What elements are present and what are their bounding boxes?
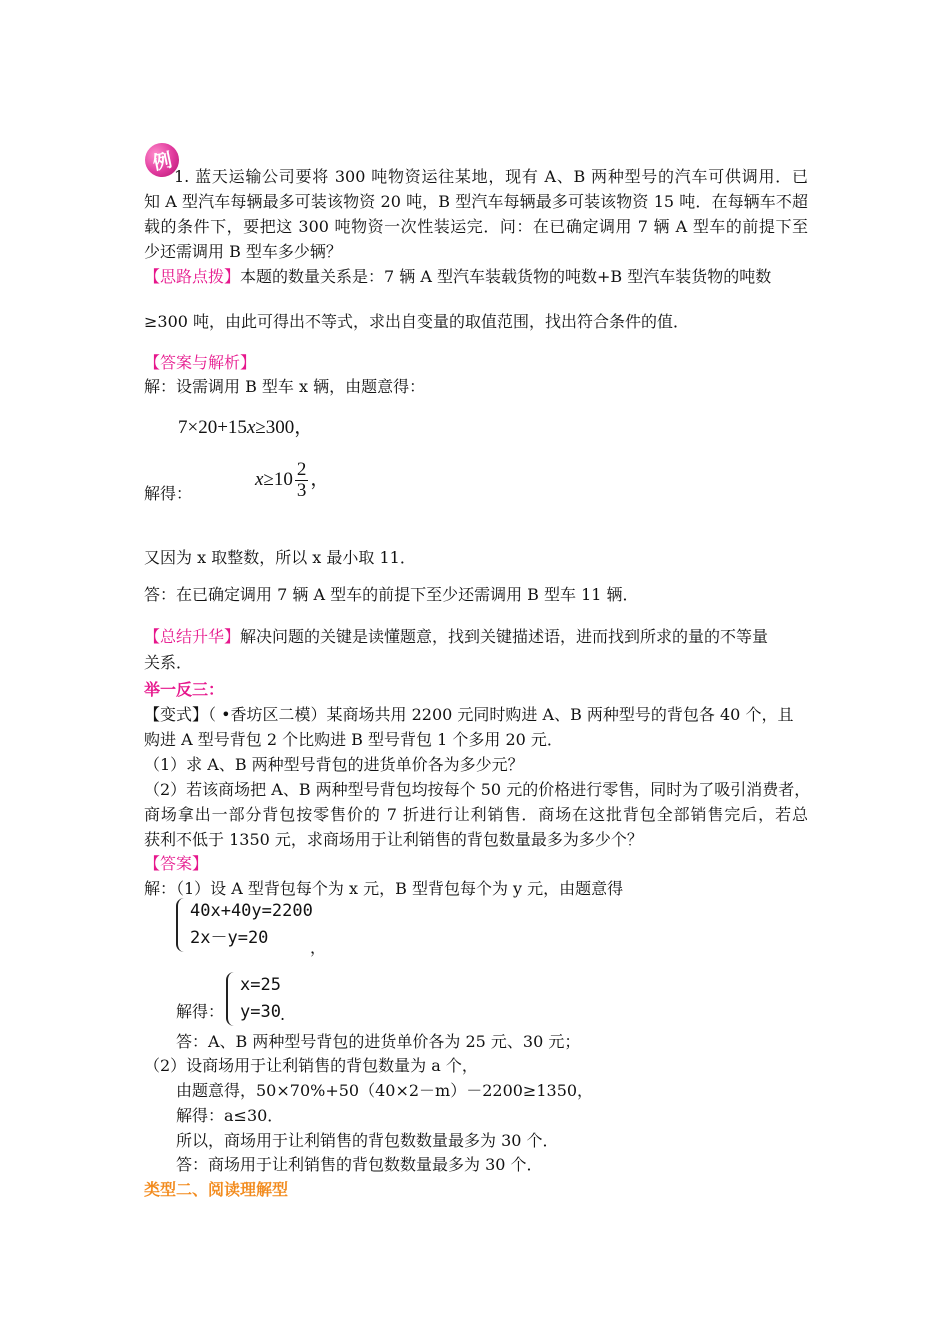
example-line-3: 载的条件下，要把这 300 吨物资一次性装运完．问：在已确定调用 7 辆 A 型车的前提下至 bbox=[144, 217, 808, 236]
final-answer-line: 答：在已确定调用 7 辆 A 型车的前提下至少还需调用 B 型车 11 辆． bbox=[144, 585, 639, 604]
part2-line-4: 所以，商场用于让利销售的背包数数量最多为 30 个． bbox=[176, 1131, 559, 1150]
part2-line-3: 解得：a≤30． bbox=[176, 1106, 284, 1125]
inequality bbox=[178, 416, 313, 440]
practice-answer-label: 【答案】 bbox=[144, 854, 209, 873]
part2-line-2: 由题意得，50×70%+50（40×2－m）－2200≥1350， bbox=[176, 1081, 594, 1100]
system1-end: ， bbox=[310, 938, 327, 957]
summary-text: 解决问题的关键是读懂题意，找到关键描述语，进而找到所求的量的不等量 bbox=[240, 627, 769, 646]
summary-label: 【总结升华】 bbox=[144, 627, 241, 646]
practice-answer-line-1: 解：（1）设 A 型背包每个为 x 元，B 型背包每个为 y 元，由题意得 bbox=[144, 879, 624, 898]
section-heading-type-2: 类型二、阅读理解型 bbox=[144, 1180, 289, 1199]
inequality-var: x bbox=[246, 417, 256, 438]
example-line-2: 知 A 型汽车每辆最多可装该物资 20 吨，B 型汽车每辆最多可装该物资 15 吨．在每辆车不超 bbox=[144, 192, 808, 211]
hint-line-2: ≥300 吨，由此可得出不等式，求出自变量的取值范围，找出符合条件的值． bbox=[144, 312, 690, 331]
variant-line-2: 购进 A 型号背包 2 个比购进 B 型号背包 1 个多用 20 元． bbox=[144, 730, 563, 749]
question-1: （1）求 A、B 两种型号背包的进货单价各为多少元？ bbox=[144, 755, 524, 774]
brace-icon bbox=[176, 898, 187, 952]
system2-end: . bbox=[280, 1005, 286, 1024]
answer-1-line: 答：A、B 两种型号背包的进货单价各为 25 元、30 元； bbox=[176, 1032, 581, 1051]
example-line-4: 少还需调用 B 型车多少辆？ bbox=[144, 242, 342, 261]
equation-system-2 bbox=[226, 972, 281, 1026]
variant-label: 【变式】 bbox=[144, 705, 209, 724]
equation-system-1 bbox=[176, 898, 313, 952]
inequality-left: 7×20+15 bbox=[178, 417, 247, 438]
solution-end: ， bbox=[310, 469, 330, 490]
answer-intro: 解：设需调用 B 型车 x 辆，由题意得： bbox=[144, 377, 426, 396]
part2-line-5: 答：商场用于让利销售的背包数数量最多为 30 个． bbox=[176, 1155, 543, 1174]
brace-icon bbox=[226, 972, 237, 1026]
inequality-right: ≥300， bbox=[255, 417, 314, 438]
practice-solve-label: 解得： bbox=[176, 1002, 225, 1021]
system1-eq2: 2x－y=20 bbox=[190, 928, 269, 948]
solve-label: 解得： bbox=[144, 484, 193, 503]
question-2-line-2: 商场拿出一部分背包按零售价的 7 折进行让利销售．商场在这批背包全部销售完后，若总 bbox=[144, 805, 808, 824]
fraction-denominator: 3 bbox=[296, 480, 307, 502]
solution-var: x bbox=[255, 469, 264, 490]
example-line-1: 1. 蓝天运输公司要将 300 吨物资运往某地，现有 A、B 两种型号的汽车可供调用．已 bbox=[174, 167, 808, 186]
system2-eq2: y=30 bbox=[240, 1002, 281, 1022]
question-2-line-1: （2）若该商场把 A、B 两种型号背包均按每个 50 元的价格进行零售，同时为了吸引消费者， bbox=[144, 780, 811, 799]
variant-line-1 bbox=[144, 703, 793, 727]
question-2-line-3: 获利不低于 1350 元，求商场用于让利销售的背包数量最多为多少个？ bbox=[144, 830, 643, 849]
summary-line-2: 关系． bbox=[144, 653, 193, 672]
summary-line-1 bbox=[144, 625, 768, 649]
system2-eq1: x=25 bbox=[240, 975, 281, 995]
example-badge-icon: 例 bbox=[142, 140, 182, 180]
system1-eq1: 40x+40y=2200 bbox=[190, 901, 313, 921]
hint-line-1 bbox=[144, 265, 771, 289]
solution-expr bbox=[255, 458, 329, 502]
practice-heading: 举一反三： bbox=[144, 680, 225, 699]
integer-line: 又因为 x 取整数，所以 x 最小取 11． bbox=[144, 548, 416, 567]
solution-rel: ≥10 bbox=[263, 469, 293, 490]
answer-label: 【答案与解析】 bbox=[144, 353, 257, 372]
variant-text: （ •香坊区二模）某商场共用 2200 元同时购进 A、B 两种型号的背包各 40 个，且 bbox=[208, 705, 794, 724]
solution-fraction bbox=[295, 460, 309, 501]
hint-label: 【思路点拨】 bbox=[144, 267, 241, 286]
fraction-numerator: 2 bbox=[296, 459, 307, 481]
hint-text: 本题的数量关系是：7 辆 A 型汽车装载货物的吨数+B 型汽车装货物的吨数 bbox=[240, 267, 772, 286]
part2-line-1: （2）设商场用于让利销售的背包数量为 a 个， bbox=[144, 1056, 478, 1075]
